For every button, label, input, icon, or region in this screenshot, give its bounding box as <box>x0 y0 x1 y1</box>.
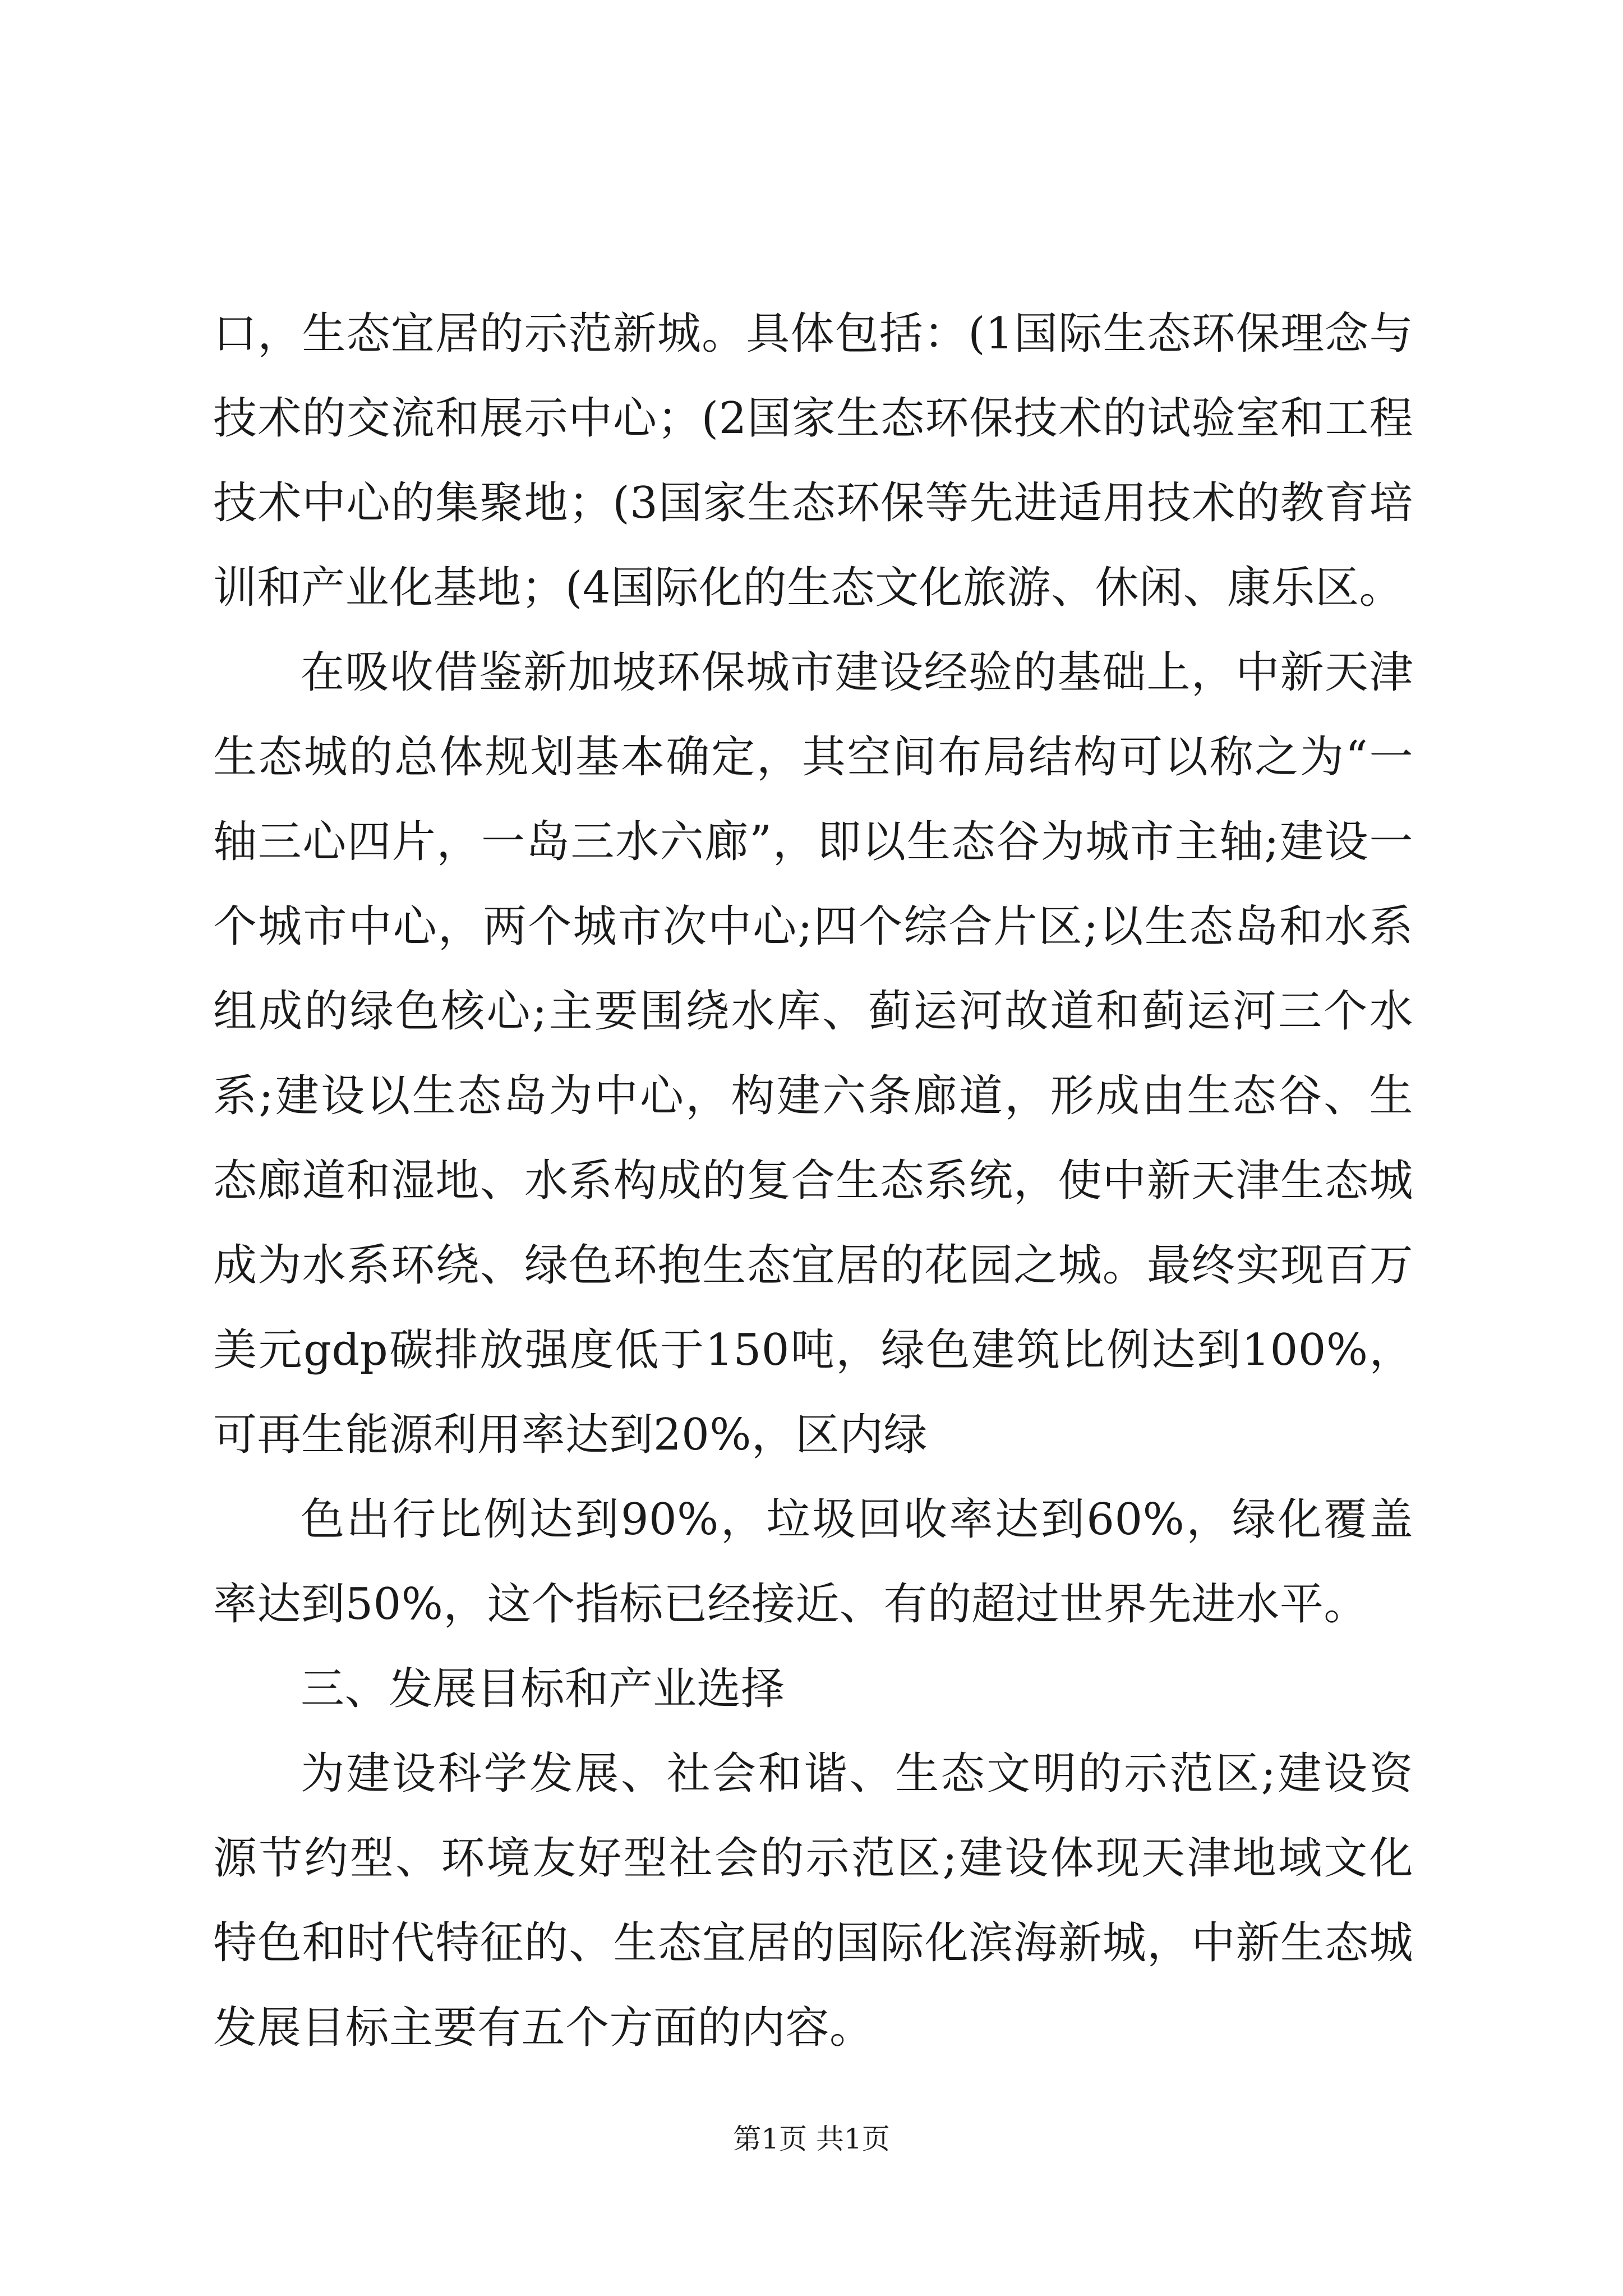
document-body <box>213 292 1413 2070</box>
paragraph-3: 色出行比例达到90%，垃圾回收率达到60%，绿化覆盖率达到50%，这个指标已经接近、有的超过世界先进水平。 <box>213 1494 1413 1630</box>
section-heading: 三、发展目标和产业选择 <box>301 1664 785 1714</box>
page-footer <box>0 2119 1623 2159</box>
page-number-label: 第1页 共1页 <box>733 2123 890 2155</box>
paragraph-4: 为建设科学发展、社会和谐、生态文明的示范区;建设资源节约型、环境友好型社会的示范区;建设体现天津地域文化特色和时代特征的、生态宜居的国际化滨海新城，中新生态城发展目标主要有五个方面的内容。 <box>213 1749 1413 2053</box>
paragraph-1: 口，生态宜居的示范新城。具体包括：(1国际生态环保理念与技术的交流和展示中心；(2国家生态环保技术的试验室和工程技术中心的集聚地；(3国家生态环保等先进适用技术的教育培训和产业化基地；(4国际化的生态文化旅游、休闲、康乐区。 <box>213 309 1413 613</box>
paragraph-2: 在吸收借鉴新加坡环保城市建设经验的基础上，中新天津生态城的总体规划基本确定，其空间布局结构可以称之为“一轴三心四片，一岛三水六廊”，即以生态谷为城市主轴;建设一个城市中心，两个城市次中心;四个综合片区;以生态岛和水系组成的绿色核心;主要围绕水库、蓟运河故道和蓟运河三个水系;建设以生态岛为中心，构建六条廊道，形成由生态谷、生态廊道和湿地、水系构成的复合生态系统，使中新天津生态城成为水系环绕、绿色环抱生态宜居的花园之城。最终实现百万美元gdp碳排放强度低于150吨，绿色建筑比例达到100%，可再生能源利用率达到20%，区内绿 <box>213 647 1413 1460</box>
